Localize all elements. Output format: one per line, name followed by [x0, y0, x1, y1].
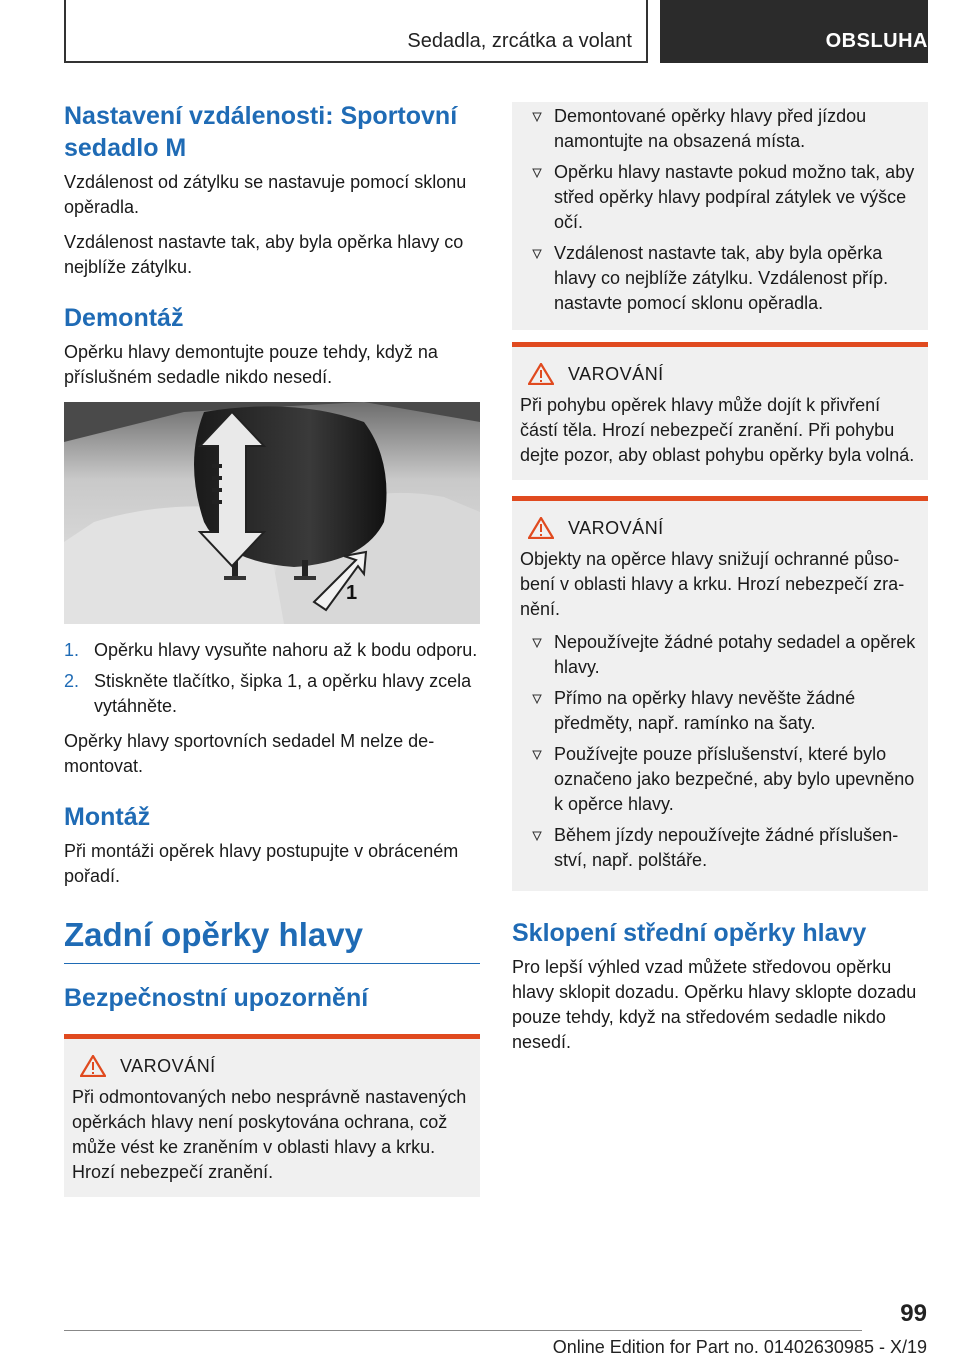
- warning-header: [72, 1055, 472, 1077]
- bullet-triangle-icon: [532, 638, 542, 648]
- right-column: [512, 102, 928, 1065]
- chapter-tab-label: OBSLUHA: [825, 30, 928, 52]
- heading-rule: [64, 963, 480, 964]
- paragraph-distance-2: Vzdálenost nastavte tak, aby byla opěrka hlavy co nejblíže zátylku.: [64, 232, 464, 277]
- figure-callout-1: 1: [346, 582, 358, 604]
- warning-triangle-icon: [528, 517, 554, 539]
- bullet-triangle-icon: [532, 112, 542, 122]
- list-item: Opěrku hlavy nastavte pokud možno tak, aby střed opěrky hlavy podpíral zátylek ve výšce očí.: [520, 160, 920, 235]
- removal-steps: [64, 638, 480, 719]
- heading-safety: Bezpečnostní upozornění: [64, 984, 369, 1012]
- warning-text: Při odmontovaných nebo nesprávně nastavených opěrkách hlavy není poskytována ochrana, což může vést ke zraněním v oblasti hlavy a krku. Hrozí nebezpečí zranění.: [72, 1087, 467, 1182]
- bullet-triangle-icon: [532, 831, 542, 841]
- warning-title: VAROVÁNÍ: [120, 1055, 216, 1076]
- warning-text: Při pohybu opěrek hlavy může dojít k přivření částí těla. Hrozí nebezpečí zranění. Při pohybu dejte pozor, aby oblast pohybu opěrky byla volná.: [520, 395, 915, 465]
- warning-box: [512, 342, 928, 480]
- page-number: 99: [900, 1300, 927, 1327]
- footer-edition: Online Edition for Part no. 01402630985 - X/19: [552, 1337, 927, 1357]
- list-item: Nepoužívejte žádné potahy sedadel a opěrek hlavy.: [520, 630, 920, 680]
- heading-removal: Demontáž: [64, 304, 184, 332]
- headrest-figure: [64, 402, 480, 624]
- warning-title: VAROVÁNÍ: [568, 517, 664, 538]
- paragraph-fold-center: Pro lepší výhled vzad můžete středovou opěrku hlavy sklopit dozadu. Opěrku hlavy sklopte dozadu pouze tehdy, když na středovém sedadle nikdo nesedí.: [512, 957, 917, 1052]
- list-item: 2. Stiskněte tlačítko, šipka 1, a opěrku hlavy zcela vytáhněte.: [64, 671, 472, 716]
- list-item: Během jízdy nepoužívejte žádné příslušenství, např. polštáře.: [520, 823, 920, 873]
- warning-bullet-list: [520, 630, 920, 873]
- list-item: 1. Opěrku hlavy vysuňte nahoru až k bodu odporu.: [64, 640, 478, 660]
- list-item: Používejte pouze příslušenství, které bylo označeno jako bezpečné, aby bylo upevněno k opěrce hlavy.: [520, 742, 920, 817]
- warning-triangle-icon: [528, 363, 554, 385]
- warning-title: VAROVÁNÍ: [568, 363, 664, 384]
- paragraph-distance-1: Vzdálenost od zátylku se nastavuje pomocí sklonu opěradla.: [64, 172, 467, 217]
- heading-rear-headrests: Zadní opěrky hlavy: [64, 916, 363, 953]
- bullet-triangle-icon: [532, 168, 542, 178]
- paragraph-removal: Opěrku hlavy demontujte pouze tehdy, když na příslušném sedadle nikdo nesedí.: [64, 342, 438, 387]
- warning-header: [520, 517, 920, 539]
- header-chapter-tab: [660, 0, 928, 63]
- paragraph-mounting: Při montáži opěrek hlavy postupujte v obráceném pořadí.: [64, 841, 459, 886]
- paragraph-sport-seats: Opěrky hlavy sportovních sedadel M nelze demontovat.: [64, 731, 435, 776]
- bullet-triangle-icon: [532, 750, 542, 760]
- warning-text: Objekty na opěrce hlavy snižují ochranné působení v oblasti hlavy a krku. Hrozí nebezpečí zranění.: [520, 549, 905, 619]
- instruction-list: [520, 104, 920, 316]
- list-item: Vzdálenost nastavte tak, aby byla opěrka hlavy co nejblíže zátylku. Vzdálenost příp. nastavte pomocí sklonu opěradla.: [520, 241, 920, 316]
- warning-box: [64, 1034, 480, 1197]
- heading-mounting: Montáž: [64, 803, 151, 831]
- instruction-box: [512, 102, 928, 330]
- list-item: Demontované opěrky hlavy před jízdou namontujte na obsazená místa.: [520, 104, 920, 154]
- warning-triangle-icon: [80, 1055, 106, 1077]
- warning-header: [520, 363, 920, 385]
- list-item: Přímo na opěrky hlavy nevěšte žádné předměty, např. ramínko na šaty.: [520, 686, 920, 736]
- header-section-title: Sedadla, zrcátka a volant: [407, 30, 632, 52]
- bullet-triangle-icon: [532, 249, 542, 259]
- warning-box: [512, 496, 928, 891]
- heading-fold-center: Sklopení střední opěrky hlavy: [512, 919, 867, 947]
- page-header: [64, 0, 928, 66]
- left-column: [64, 100, 480, 1211]
- heading-distance: Nastavení vzdálenosti: Sportovní sedadlo M: [64, 102, 458, 162]
- footer-rule: [64, 1330, 862, 1331]
- header-section-box: [64, 0, 648, 63]
- bullet-triangle-icon: [532, 694, 542, 704]
